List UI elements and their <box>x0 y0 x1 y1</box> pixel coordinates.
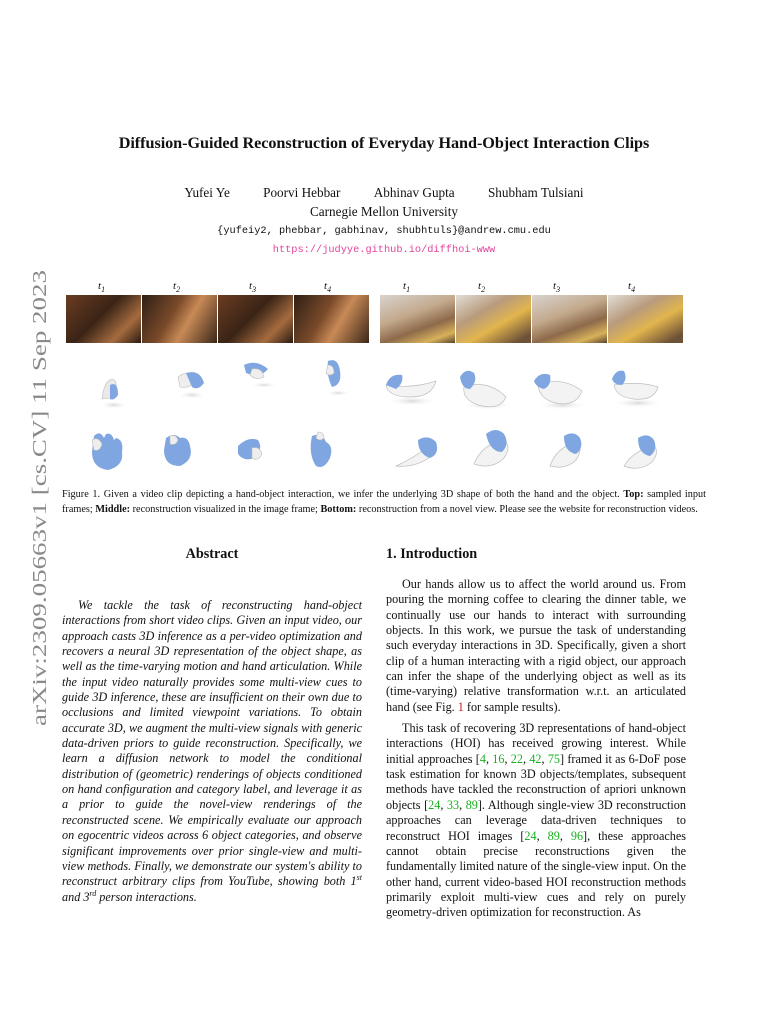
hand-object-render <box>460 371 514 410</box>
video-frame <box>66 295 141 343</box>
author-name: Poorvi Hebbar <box>263 185 341 200</box>
affiliation: Carnegie Mellon University <box>310 204 458 219</box>
hand-object-render <box>326 360 350 396</box>
citation-link[interactable]: 22 <box>510 751 523 766</box>
hand-object-render <box>244 363 278 388</box>
time-label: $t_3$ <box>553 280 561 295</box>
hand-object-render <box>474 430 508 466</box>
citation-link[interactable]: 42 <box>529 751 542 766</box>
abstract-heading: Abstract <box>185 546 239 562</box>
video-frame <box>532 295 607 343</box>
hand-object-render <box>178 372 206 399</box>
hand-object-render <box>100 379 128 409</box>
time-label: $t_1$ <box>403 280 411 295</box>
video-frame <box>294 295 369 343</box>
abstract-body <box>62 598 362 905</box>
time-label: $t_1$ <box>98 280 106 295</box>
reconstruction-novel-view-row <box>66 426 686 496</box>
author-name: Abhinav Gupta <box>373 185 455 200</box>
video-frame <box>380 295 455 343</box>
citation-link[interactable]: 24 <box>428 797 441 812</box>
hand-object-render <box>92 433 122 470</box>
hand-object-render <box>396 437 437 466</box>
hand-object-render <box>238 439 262 459</box>
input-frames-right <box>380 295 684 343</box>
video-frame <box>608 295 683 343</box>
citation-link[interactable]: 16 <box>492 751 505 766</box>
video-frame <box>456 295 531 343</box>
abstract-paragraph: We tackle the task of reconstructing hand-object interactions from short video clips. Given an input video, our approach casts 3D inference as a per-video optimization and recovers a neural 3D representation of the object shape, as well as the time-varying motion and hand articulation. While the input video naturally provides some multi-view cues to guide 3D inference, these are insufficient on their own due to occlusions and limited viewpoint variations. To obtain accurate 3D, we augment the multi-view signals with generic data-driven priors to guide reconstruction. Specifically, we learn a diffusion network to model the conditional distribution of (geometric) renderings of objects conditioned on hand configuration and category label, and leverage it as a prior to guide the novel-view renderings of the reconstructed scene. We empirically evaluate our approach on egocentric videos across 6 object categories, and observe significant improvements over prior single-view and multi-view methods. Finally, we demonstrate our system's ability to reconstruct arbitrary clips from YouTube, showing both 1st and 3rd person interactions. <box>62 598 362 904</box>
figure-caption: Figure 1. Given a video clip depicting a hand-object interaction, we infer the underlying 3D shape of both the hand and the object. Top: sampled input frames; Middle: reconstruction visualized in the image frame; Bottom: reconstruction from a novel view. Please see the website for reconstruction videos. <box>62 489 707 515</box>
project-url-link[interactable]: https://judyye.github.io/diffhoi-www <box>272 244 496 256</box>
citation-link[interactable]: 75 <box>547 751 561 766</box>
citation-link[interactable]: 24 <box>524 828 537 843</box>
citation-link[interactable]: 89 <box>547 828 560 843</box>
author-list <box>0 185 768 201</box>
time-label: $t_4$ <box>324 280 332 295</box>
time-label: $t_2$ <box>478 280 486 295</box>
time-label: $t_2$ <box>173 280 181 295</box>
intro-paragraph: Our hands allow us to affect the world around us. From pouring the morning coffee to clearing the dinner table, we continually use our hands to interact with surrounding objects. In this work, we pursue the task of understanding such everyday interactions in 3D. Specifically, given a short clip of a human interacting with a rigid object, our approach can infer the shape of the underlying object as well as its (time-varying) relative transformation w.r.t. an articulated hand (see Fig. 1 for sample results). <box>386 577 686 714</box>
author-name: Yufei Ye <box>184 185 230 200</box>
author-name: Shubham Tulsiani <box>487 185 584 200</box>
introduction-body <box>386 577 686 927</box>
figure-reference-link[interactable]: 1 <box>457 699 464 714</box>
intro-paragraph: This task of recovering 3D representations of hand-object interactions (HOI) has received growing interest. While initial approaches [4, 16, 22, 42, 75] framed it as 6-DoF pose task estimation for known 3D objects/templates, subsequent methods have tackled the reconstruction of apriori unknown objects [24, 33, 89]. Although single-view 3D reconstruction approaches can leverage data-driven techniques to reconstruct HOI images [24, 89, 96], these approaches cannot obtain precise reconstructions given the fundamentally limited nature of the single-view input. On the other hand, current video-based HOI reconstruction methods primarily exploit multi-view cues and rely on purely geometry-driven optimization for reconstruction. As <box>386 721 687 920</box>
hand-object-render <box>534 374 588 410</box>
hand-object-render <box>624 435 657 468</box>
input-frames-left <box>66 295 370 343</box>
hand-object-render <box>612 371 664 408</box>
paper-title: Diffusion-Guided Reconstruction of Everyday Hand-Object Interaction Clips <box>118 134 650 152</box>
hand-object-render <box>311 432 332 467</box>
arxiv-identifier-stamp <box>16 268 56 728</box>
introduction-heading: 1. Introduction <box>386 546 478 562</box>
video-frame <box>142 295 217 343</box>
citation-link[interactable]: 89 <box>465 797 478 812</box>
hand-object-render <box>164 435 191 466</box>
reconstruction-image-frame-row <box>66 355 686 425</box>
citation-link[interactable]: 96 <box>570 828 584 843</box>
video-frame <box>218 295 293 343</box>
citation-link[interactable]: 4 <box>479 751 486 766</box>
time-label: $t_4$ <box>628 280 636 295</box>
hand-object-render <box>386 375 438 406</box>
time-label: $t_3$ <box>249 280 257 295</box>
hand-object-render <box>550 433 581 467</box>
arxiv-identifier: arXiv:2309.05663v1 [cs.CV] 11 Sep 2023 <box>30 396 51 726</box>
author-emails: {yufeiy2, phebbar, gabhinav, shubhtuls}@andrew.cmu.edu <box>217 225 551 237</box>
citation-link[interactable]: 33 <box>446 797 460 812</box>
